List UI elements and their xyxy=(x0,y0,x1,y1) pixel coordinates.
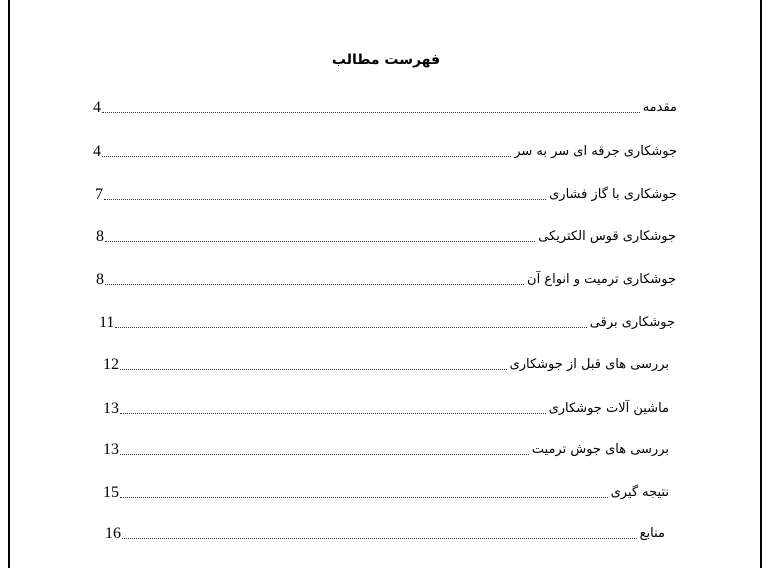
toc-entry[interactable] xyxy=(103,437,669,459)
toc-entry-label: جوشکاری قوس الکتریکی xyxy=(538,229,676,244)
toc-entry-label: بررسی های قبل از جوشکاری xyxy=(509,357,669,372)
toc-page-number: 15 xyxy=(103,484,119,501)
dot-leader xyxy=(120,453,529,455)
toc-entry-label: جوشکاری ترمیت و انواع آن xyxy=(527,272,676,287)
dot-leader xyxy=(115,326,586,328)
toc-page-number: 8 xyxy=(96,228,104,245)
toc-page-number: 11 xyxy=(99,314,115,331)
dot-leader xyxy=(120,496,608,498)
dot-leader xyxy=(122,537,637,539)
toc-page-number: 16 xyxy=(105,525,121,542)
toc-title: فهرست مطالب xyxy=(331,52,441,68)
toc-page-number: 12 xyxy=(103,356,119,373)
toc-entry[interactable] xyxy=(96,224,676,246)
toc-entry[interactable] xyxy=(105,521,665,543)
toc-entry-label: نتیجه گیری xyxy=(610,485,669,500)
toc-page-number: 4 xyxy=(93,143,101,160)
dot-leader xyxy=(120,368,507,370)
toc-entry-label: جوشکاری برقی xyxy=(589,315,675,330)
toc-entry[interactable] xyxy=(93,95,677,117)
toc-entry[interactable] xyxy=(95,182,677,204)
toc-entry[interactable] xyxy=(103,352,669,374)
dot-leader xyxy=(102,111,640,113)
toc-entry[interactable] xyxy=(96,267,676,289)
toc-page-number: 13 xyxy=(103,441,119,458)
dot-leader xyxy=(105,240,535,242)
toc-entry-label: جوشکاری با گاز فشاری xyxy=(549,187,677,202)
toc-entry-label: جوشکاری جرقه ای سر به سر xyxy=(514,144,677,159)
toc-entry[interactable] xyxy=(93,139,677,161)
dot-leader xyxy=(105,283,524,285)
toc-entry[interactable] xyxy=(103,396,669,418)
toc-page-number: 4 xyxy=(93,99,101,116)
toc-entry-label: مقدمه xyxy=(642,100,677,115)
toc-entry-label: بررسی های جوش ترمیت xyxy=(531,442,669,457)
page-border-right xyxy=(760,0,762,568)
toc-page-number: 13 xyxy=(103,400,119,417)
dot-leader xyxy=(104,198,546,200)
toc-entry[interactable] xyxy=(103,480,669,502)
dot-leader xyxy=(102,155,511,157)
toc-entry-label: منابع xyxy=(639,526,665,541)
toc-page-number: 8 xyxy=(96,271,104,288)
dot-leader xyxy=(120,412,546,414)
toc-page-number: 7 xyxy=(95,186,103,203)
page-border-left xyxy=(8,0,10,568)
toc-entry-label: ماشین آلات جوشکاری xyxy=(548,401,669,416)
toc-entry[interactable] xyxy=(99,310,675,332)
